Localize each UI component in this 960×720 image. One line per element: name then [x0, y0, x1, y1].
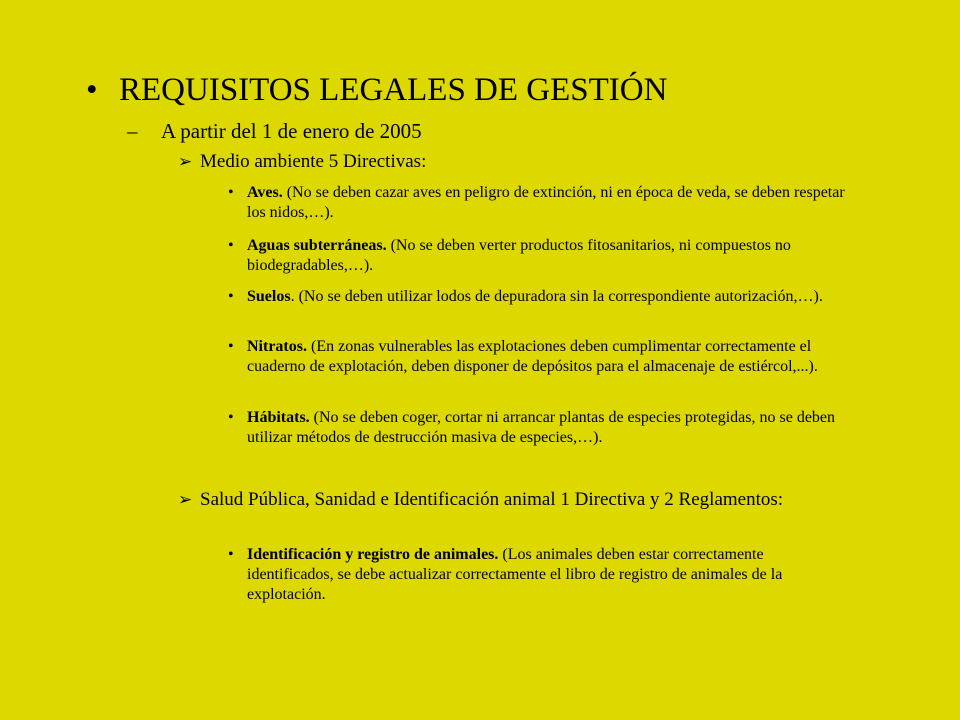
list-item: [228, 337, 848, 377]
slide-title: REQUISITOS LEGALES DE GESTIÓN: [119, 72, 668, 108]
list-item: [228, 236, 848, 276]
subtitle-dash: –: [127, 119, 138, 143]
item-description: (No se deben verter productos fitosanitarios, ni compuestos no biodegradables,…).: [247, 237, 791, 274]
section-heading-text: Medio ambiente 5 Directivas:: [200, 151, 427, 172]
section-heading-text: Salud Pública, Sanidad e Identificación animal 1 Directiva y 2 Reglamentos:: [200, 489, 784, 510]
list-item-text: [247, 236, 848, 276]
dot-bullet-icon: •: [228, 338, 234, 355]
list-item-text: [247, 337, 848, 377]
item-term: Suelos: [247, 288, 291, 305]
dot-bullet-icon: •: [228, 237, 234, 254]
item-term: Aves.: [247, 184, 283, 201]
item-description: . (No se deben utilizar lodos de depuradora sin la correspondiente autorización,…).: [290, 288, 823, 305]
item-description: (Los animales deben estar correctamente identificados, se debe actualizar correctamente el libro de registro de animales de la explotación.: [247, 546, 783, 603]
dot-bullet-icon: •: [228, 409, 234, 426]
list-item: [228, 408, 848, 448]
section-heading-salud-publica: [178, 488, 828, 512]
list-item: [228, 545, 848, 605]
item-term: Nitratos.: [247, 338, 307, 355]
list-item: [228, 183, 848, 223]
item-description: (No se deben cazar aves en peligro de extinción, ni en época de veda, se deben respetar los nidos,…).: [247, 184, 845, 221]
arrow-bullet-icon: ➢: [178, 152, 193, 172]
dot-bullet-icon: •: [228, 546, 234, 563]
section-heading-medio-ambiente: [178, 150, 858, 174]
item-term: Identificación y registro de animales.: [247, 546, 499, 563]
list-item-text: [247, 545, 848, 605]
list-item-text: [247, 408, 848, 448]
item-description: (En zonas vulnerables las explotaciones deben cumplimentar correctamente el cuaderno de explotación, deben disponer de depósitos para el almacenaje de estiércol,...).: [247, 338, 818, 375]
item-term: Hábitats.: [247, 409, 310, 426]
dot-bullet-icon: •: [228, 288, 234, 305]
list-item-text: [247, 287, 848, 307]
list-item-text: [247, 183, 848, 223]
title-bullet: •: [86, 72, 98, 108]
arrow-bullet-icon: ➢: [178, 490, 193, 510]
slide-subtitle: A partir del 1 de enero de 2005: [161, 119, 422, 143]
list-item: [228, 287, 848, 307]
item-term: Aguas subterráneas.: [247, 237, 387, 254]
dot-bullet-icon: •: [228, 184, 234, 201]
item-description: (No se deben coger, cortar ni arrancar plantas de especies protegidas, no se deben utilizar métodos de destrucción masiva de especies,…).: [247, 409, 836, 446]
